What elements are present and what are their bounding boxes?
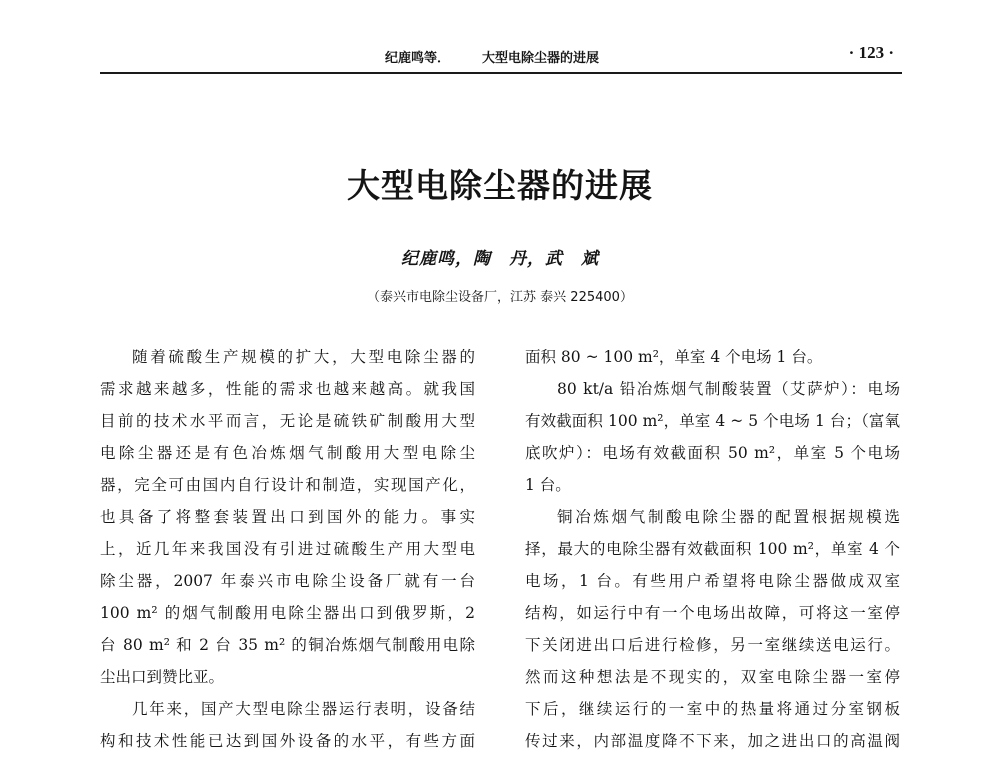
text-line: 尘出口到赞比亚。 (100, 668, 225, 686)
text-line: 台 80 m² 和 2 台 35 m² 的铜冶炼烟气制酸用电除 (100, 636, 475, 654)
text-line: 下后，继续运行的一室中的热量将通过分室钢板 (525, 700, 900, 718)
body-column-left (100, 341, 475, 757)
header-title: 大型电除尘器的进展 (482, 51, 600, 66)
text-line: 结构，如运行中有一个电场出故障，可将这一室停 (525, 604, 900, 622)
affiliation: （泰兴市电除尘设备厂，江苏 泰兴 225400） (367, 290, 633, 305)
text-line: 电场，1 台。有些用户希望将电除尘器做成双室 (525, 572, 900, 590)
text-line: 底吹炉）：电场有效截面积 50 m²，单室 5 个电场 (525, 444, 900, 462)
text-line: 需求越来越多，性能的需求也越来越高。就我国 (100, 380, 475, 398)
text-line: 也具备了将整套装置出口到国外的能力。事实 (100, 508, 475, 526)
body-column-right (525, 341, 900, 757)
authors: 纪鹿鸣，陶 丹，武 斌 (401, 249, 599, 269)
text-line: 随着硫酸生产规模的扩大，大型电除尘器的 (132, 348, 475, 366)
text-line: 100 m² 的烟气制酸用电除尘器出口到俄罗斯，2 (100, 604, 475, 622)
text-line: 下关闭进出口后进行检修，另一室继续送电运行。 (525, 636, 900, 654)
page-number: · 123 · (848, 43, 894, 62)
text-line: 构和技术性能已达到国外设备的水平，有些方面 (100, 732, 475, 750)
text-line: 传过来，内部温度降不下来，加之进出口的高温阀 (525, 732, 900, 750)
text-line: 电除尘器还是有色冶炼烟气制酸用大型电除尘 (100, 444, 475, 462)
text-line: 目前的技术水平而言，无论是硫铁矿制酸用大型 (100, 412, 475, 430)
header-author: 纪鹿鸣等． (385, 51, 451, 66)
running-header (100, 36, 902, 74)
text-line: 器，完全可由国内自行设计和制造，实现国产化， (100, 476, 475, 494)
text-line: 80 kt/a 铅冶炼烟气制酸装置（艾萨炉）：电场 (557, 380, 900, 398)
text-line: 铜冶炼烟气制酸电除尘器的配置根据规模选 (557, 508, 900, 526)
text-line: 几年来，国产大型电除尘器运行表明，设备结 (132, 700, 475, 718)
text-line: 有效截面积 100 m²，单室 4 ~ 5 个电场 1 台；（富氧 (525, 412, 900, 430)
text-line: 面积 80 ~ 100 m²，单室 4 个电场 1 台。 (525, 348, 823, 366)
text-line: 然而这种想法是不现实的，双室电除尘器一室停 (525, 668, 900, 686)
text-line: 择，最大的电除尘器有效截面积 100 m²，单室 4 个 (525, 540, 900, 558)
text-line: 1 台。 (525, 476, 571, 494)
article-title: 大型电除尘器的进展 (347, 166, 653, 205)
text-line: 上，近几年来我国没有引进过硫酸生产用大型电 (100, 540, 475, 558)
text-line: 除尘器，2007 年泰兴市电除尘设备厂就有一台 (100, 572, 475, 590)
